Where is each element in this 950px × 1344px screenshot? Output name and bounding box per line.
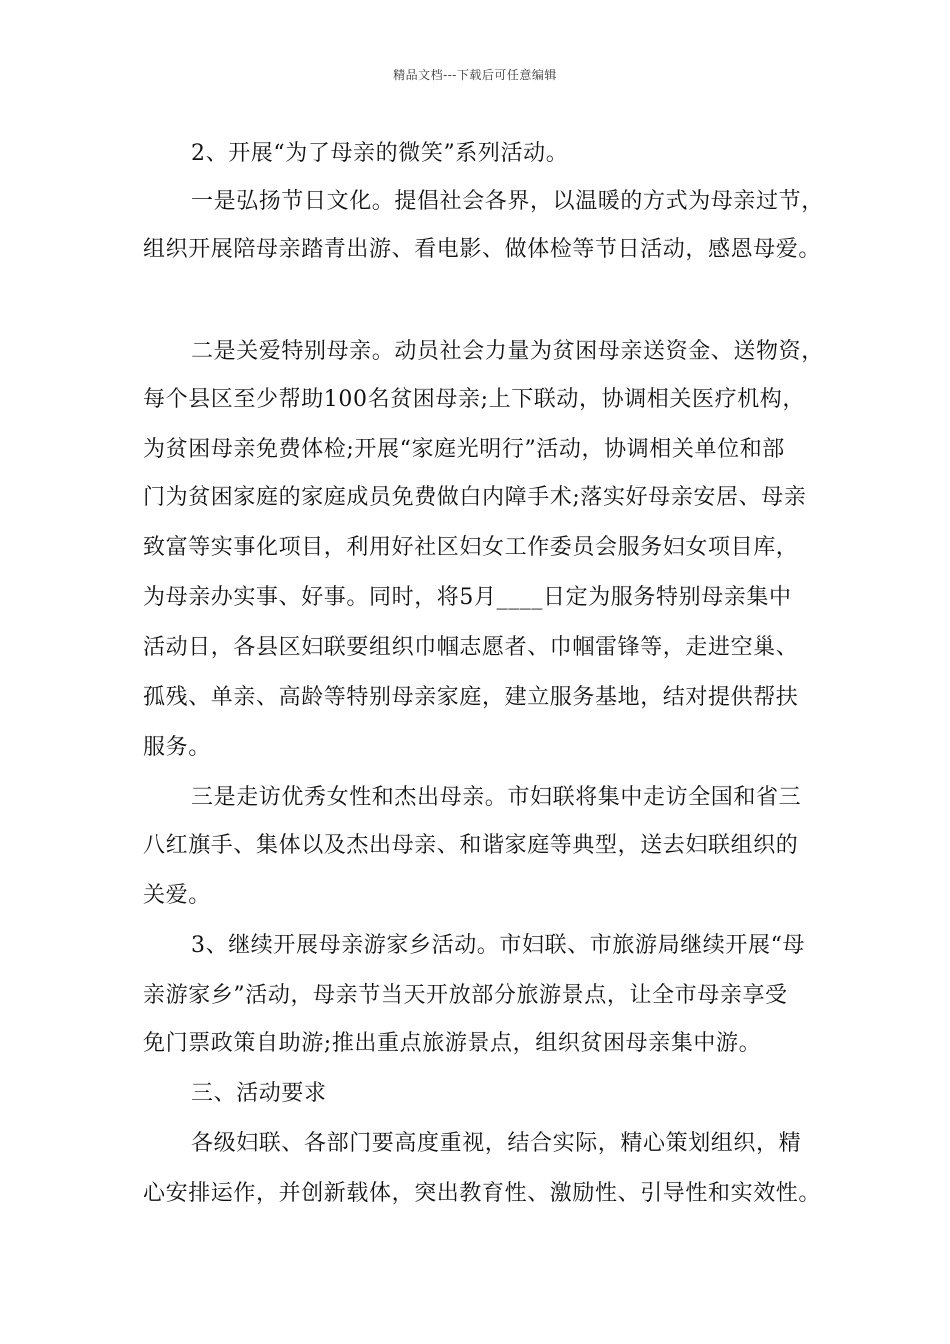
text-line: 免门票政策自助游;推出重点旅游景点，组织贫困母亲集中游。 — [143, 1031, 762, 1056]
text-line: 二是关爱特别母亲。动员社会力量为贫困母亲送资金、送物资， — [191, 339, 824, 364]
text-line: 心安排运作，并创新载体，突出教育性、激励性、引导性和实效性。 — [143, 1181, 822, 1206]
text-line: 八红旗手、集体以及杰出母亲、和谐家庭等典型，送去妇联组织的 — [143, 833, 799, 858]
text-line: 门为贫困家庭的家庭成员免费做白内障手术;落实好母亲安居、母亲 — [143, 485, 807, 510]
text-line: 2、开展“为了母亲的微笑”系列活动。 — [191, 141, 569, 166]
text-line: 为贫困母亲免费体检;开展“家庭光明行”活动，协调相关单位和部 — [143, 437, 785, 462]
text-line: 服务。 — [143, 735, 211, 760]
text-line: 各级妇联、各部门要高度重视，结合实际，精心策划组织，精 — [191, 1131, 802, 1156]
text-line: 组织开展陪母亲踏青出游、看电影、做体检等节日活动，感恩母爱。 — [143, 237, 822, 262]
text-line: 3、继续开展母亲游家乡活动。市妇联、市旅游局继续开展“母 — [191, 933, 806, 958]
text-line: 每个县区至少帮助100名贫困母亲;上下联动，协调相关医疗机构， — [143, 387, 806, 412]
text-line: 为母亲办实事、好事。同时，将5月____日定为服务特别母亲集中 — [143, 585, 792, 610]
text-line: 三是走访优秀女性和杰出母亲。市妇联将集中走访全国和省三 — [191, 785, 802, 810]
text-line: 活动日，各县区妇联要组织巾帼志愿者、巾帼雷锋等，走进空巢、 — [143, 635, 799, 660]
text-line: 致富等实事化项目，利用好社区妇女工作委员会服务妇女项目库， — [143, 535, 799, 560]
text-line: 亲游家乡”活动，母亲节当天开放部分旅游景点，让全市母亲享受 — [143, 983, 788, 1008]
text-line: 孤残、单亲、高龄等特别母亲家庭，建立服务基地，结对提供帮扶 — [143, 685, 799, 710]
section-heading: 三、活动要求 — [191, 1081, 327, 1106]
page-header: 精品文档---下载后可任意编辑 — [393, 68, 557, 82]
text-line: 一是弘扬节日文化。提倡社会各界，以温暖的方式为母亲过节， — [191, 189, 824, 214]
text-line: 关爱。 — [143, 883, 211, 908]
